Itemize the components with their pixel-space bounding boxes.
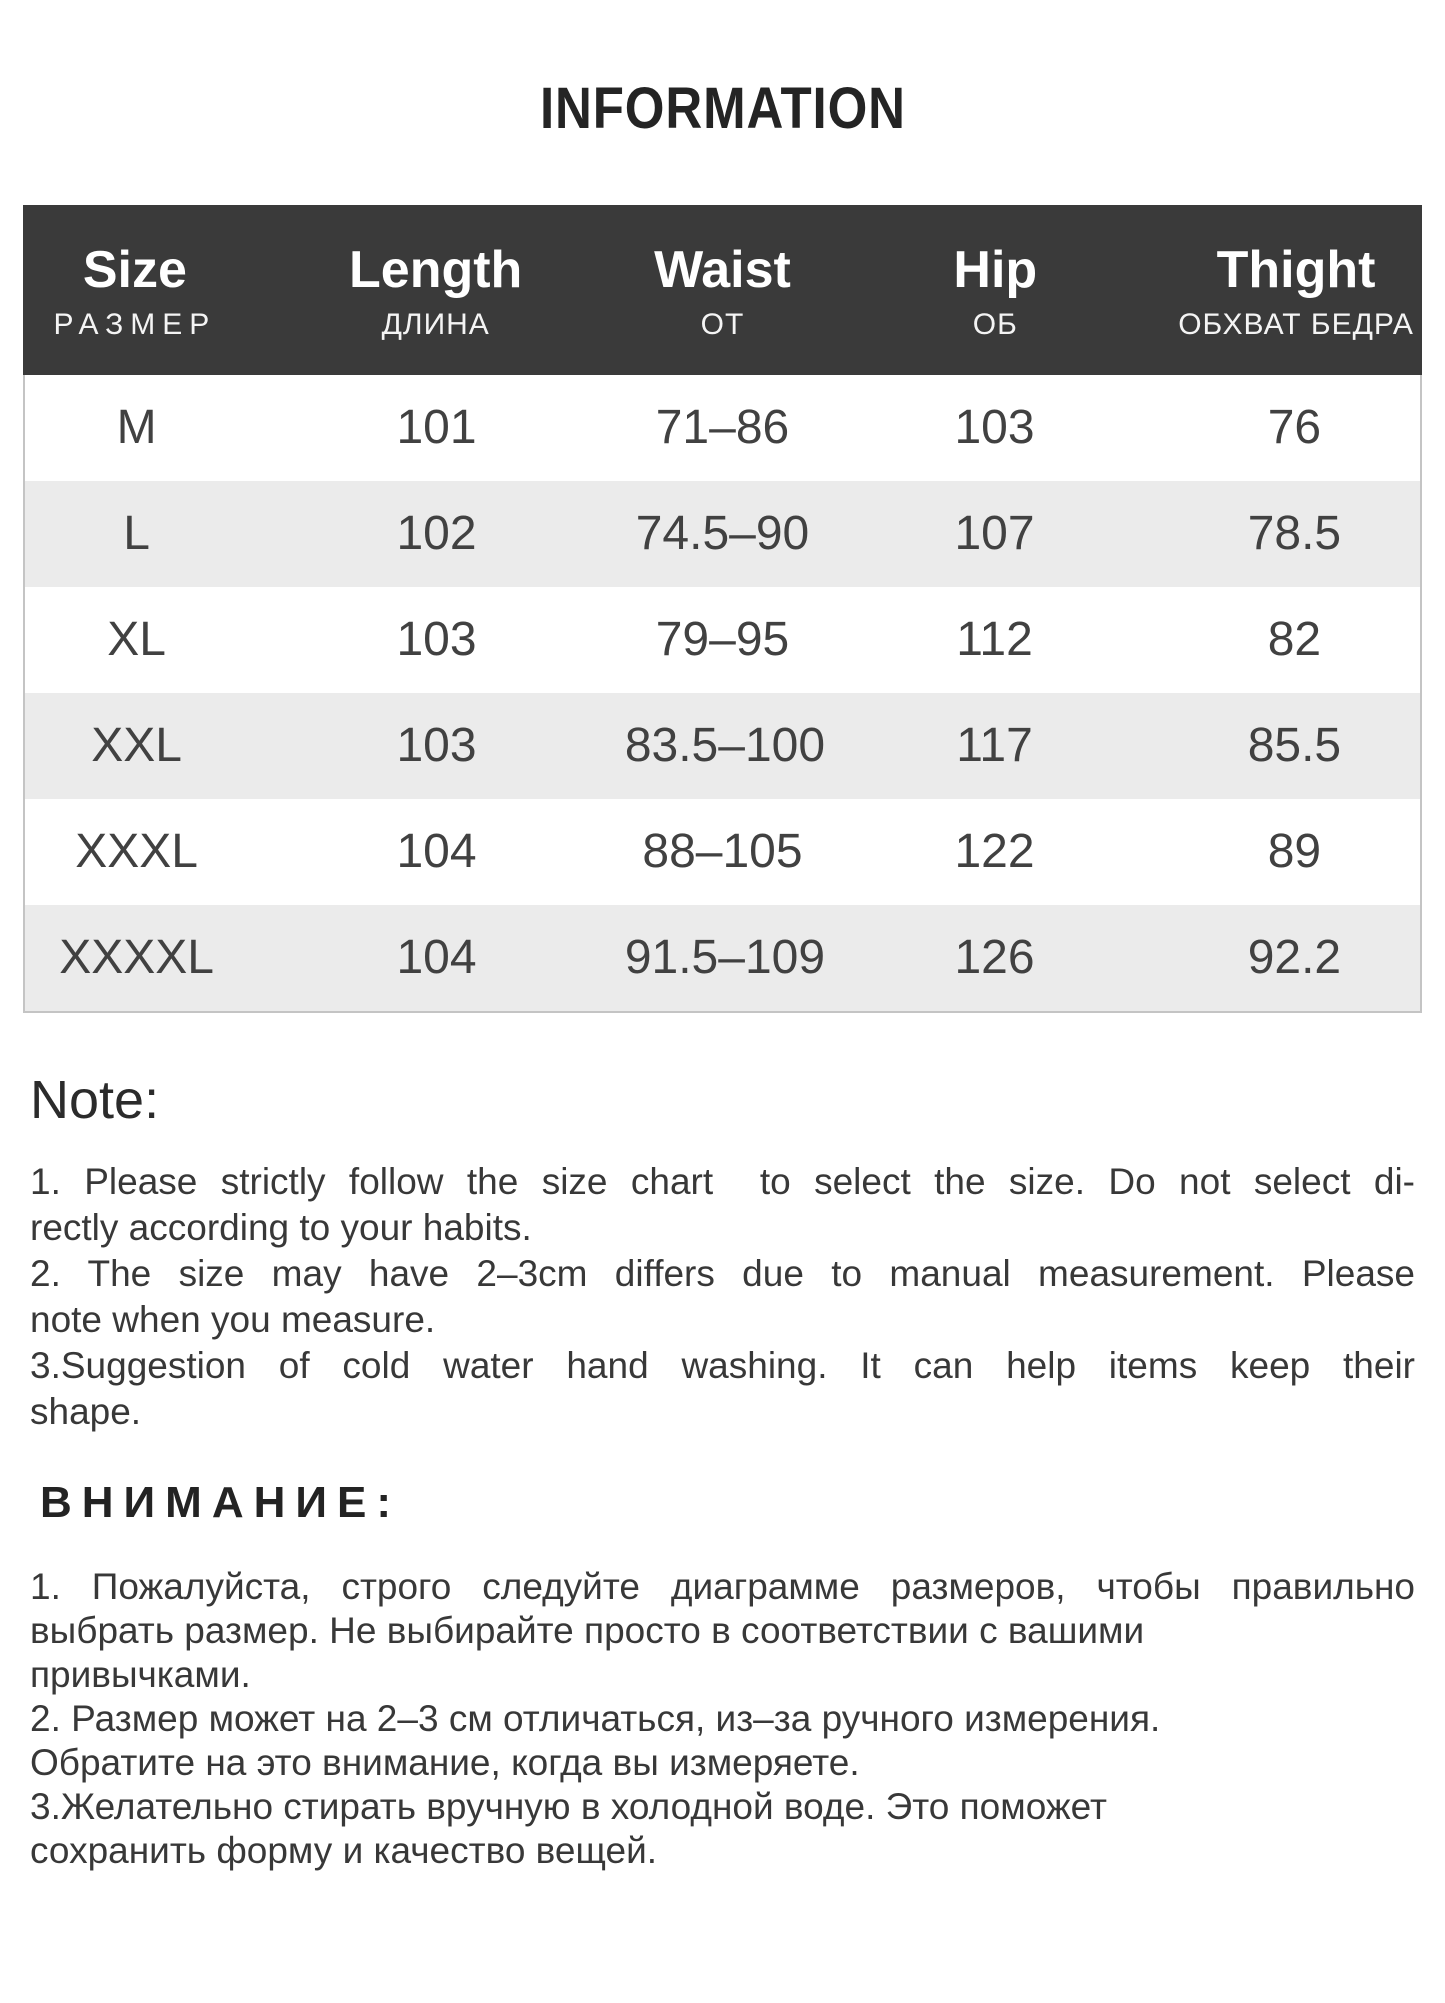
size-chart-header-row <box>23 205 1422 375</box>
note-line: 3.Suggestion of cold water hand washing. It can help items keep their <box>30 1345 1415 1386</box>
column-label-size: Size <box>82 241 187 299</box>
attention-line: привычками. <box>30 1654 251 1695</box>
note-section <box>30 1069 1415 1873</box>
attention-line: 3.Желательно стирать вручную в холодной воде. Это поможет <box>30 1786 1107 1827</box>
page-title-wrap <box>0 76 1445 157</box>
cell-size: M <box>116 401 157 454</box>
header-cell-size <box>23 205 247 375</box>
column-sublabel-hip: ОБ <box>972 308 1018 341</box>
table-row-xl <box>25 587 1420 693</box>
cell-length: 102 <box>396 507 477 560</box>
cell-length: 104 <box>396 931 477 984</box>
column-sublabel-size: РАЗМЕР <box>53 308 217 341</box>
cell-waist: 71–86 <box>655 401 790 454</box>
attention-line: 2. Размер может на 2–3 см отличаться, из–за ручного измерения. <box>30 1698 1161 1739</box>
size-information-page <box>0 76 1445 2003</box>
note-heading: Note: <box>30 1070 160 1130</box>
cell-hip: 112 <box>956 613 1033 666</box>
table-row-xxl <box>25 693 1420 799</box>
column-sublabel-thigh: ОБХВАТ БЕДРА <box>1178 308 1414 341</box>
page-title: INFORMATION <box>539 76 906 141</box>
table-row-xxxxl <box>25 905 1420 1011</box>
attention-line: выбрать размер. Не выбирайте просто в соответствии с вашими <box>30 1610 1145 1651</box>
note-line: rectly according to your habits. <box>30 1207 532 1248</box>
attention-text <box>30 1565 1415 1873</box>
note-line: 1. Please strictly follow the size chart to select the size. Do not select di- <box>30 1161 1415 1202</box>
cell-waist: 83.5–100 <box>624 719 826 772</box>
cell-waist: 79–95 <box>655 613 790 666</box>
table-row-m <box>25 375 1420 481</box>
header-cell-thigh <box>1170 205 1422 375</box>
cell-thigh: 78.5 <box>1247 507 1342 560</box>
cell-length: 104 <box>396 825 477 878</box>
cell-length: 101 <box>396 401 477 454</box>
cell-hip: 126 <box>954 931 1035 984</box>
cell-thigh: 89 <box>1267 825 1322 878</box>
size-chart-body <box>23 375 1422 1013</box>
cell-thigh: 82 <box>1267 613 1322 666</box>
header-cell-waist <box>625 205 821 375</box>
cell-size: L <box>123 507 150 560</box>
cell-hip: 122 <box>954 825 1035 878</box>
note-line: shape. <box>30 1391 142 1432</box>
size-chart-table <box>23 205 1422 1013</box>
attention-line: Обратите на это внимание, когда вы измеряете. <box>30 1742 860 1783</box>
column-label-hip: Hip <box>953 241 1038 299</box>
attention-heading: ВНИМАНИЕ: <box>40 1478 402 1527</box>
cell-hip: 117 <box>956 719 1033 772</box>
note-text <box>30 1159 1415 1435</box>
cell-size: XXXL <box>75 825 198 878</box>
cell-size: XXXXL <box>59 931 214 984</box>
cell-length: 103 <box>396 613 477 666</box>
cell-waist: 91.5–109 <box>624 931 826 984</box>
attention-line: сохранить форму и качество вещей. <box>30 1830 658 1871</box>
table-row-l <box>25 481 1420 587</box>
cell-thigh: 76 <box>1267 401 1322 454</box>
cell-waist: 88–105 <box>642 825 803 878</box>
header-cell-hip <box>820 205 1170 375</box>
cell-length: 103 <box>396 719 477 772</box>
note-line: note when you measure. <box>30 1299 436 1340</box>
note-line: 2. The size may have 2–3cm differs due to manual measurement. Please <box>30 1253 1415 1294</box>
column-label-length: Length <box>349 241 523 299</box>
cell-hip: 107 <box>954 507 1035 560</box>
column-sublabel-length: ДЛИНА <box>381 308 490 341</box>
table-row-xxxl <box>25 799 1420 905</box>
cell-hip: 103 <box>954 401 1035 454</box>
cell-thigh: 85.5 <box>1247 719 1342 772</box>
header-cell-length <box>247 205 625 375</box>
cell-waist: 74.5–90 <box>635 507 810 560</box>
column-label-thigh: Thight <box>1216 241 1376 299</box>
cell-size: XXL <box>91 719 182 772</box>
cell-thigh: 92.2 <box>1247 931 1342 984</box>
column-label-waist: Waist <box>654 241 791 299</box>
column-sublabel-waist: ОТ <box>700 308 745 341</box>
cell-size: XL <box>107 613 166 666</box>
attention-line: 1. Пожалуйста, строго следуйте диаграмме размеров, чтобы правильно <box>30 1566 1415 1607</box>
